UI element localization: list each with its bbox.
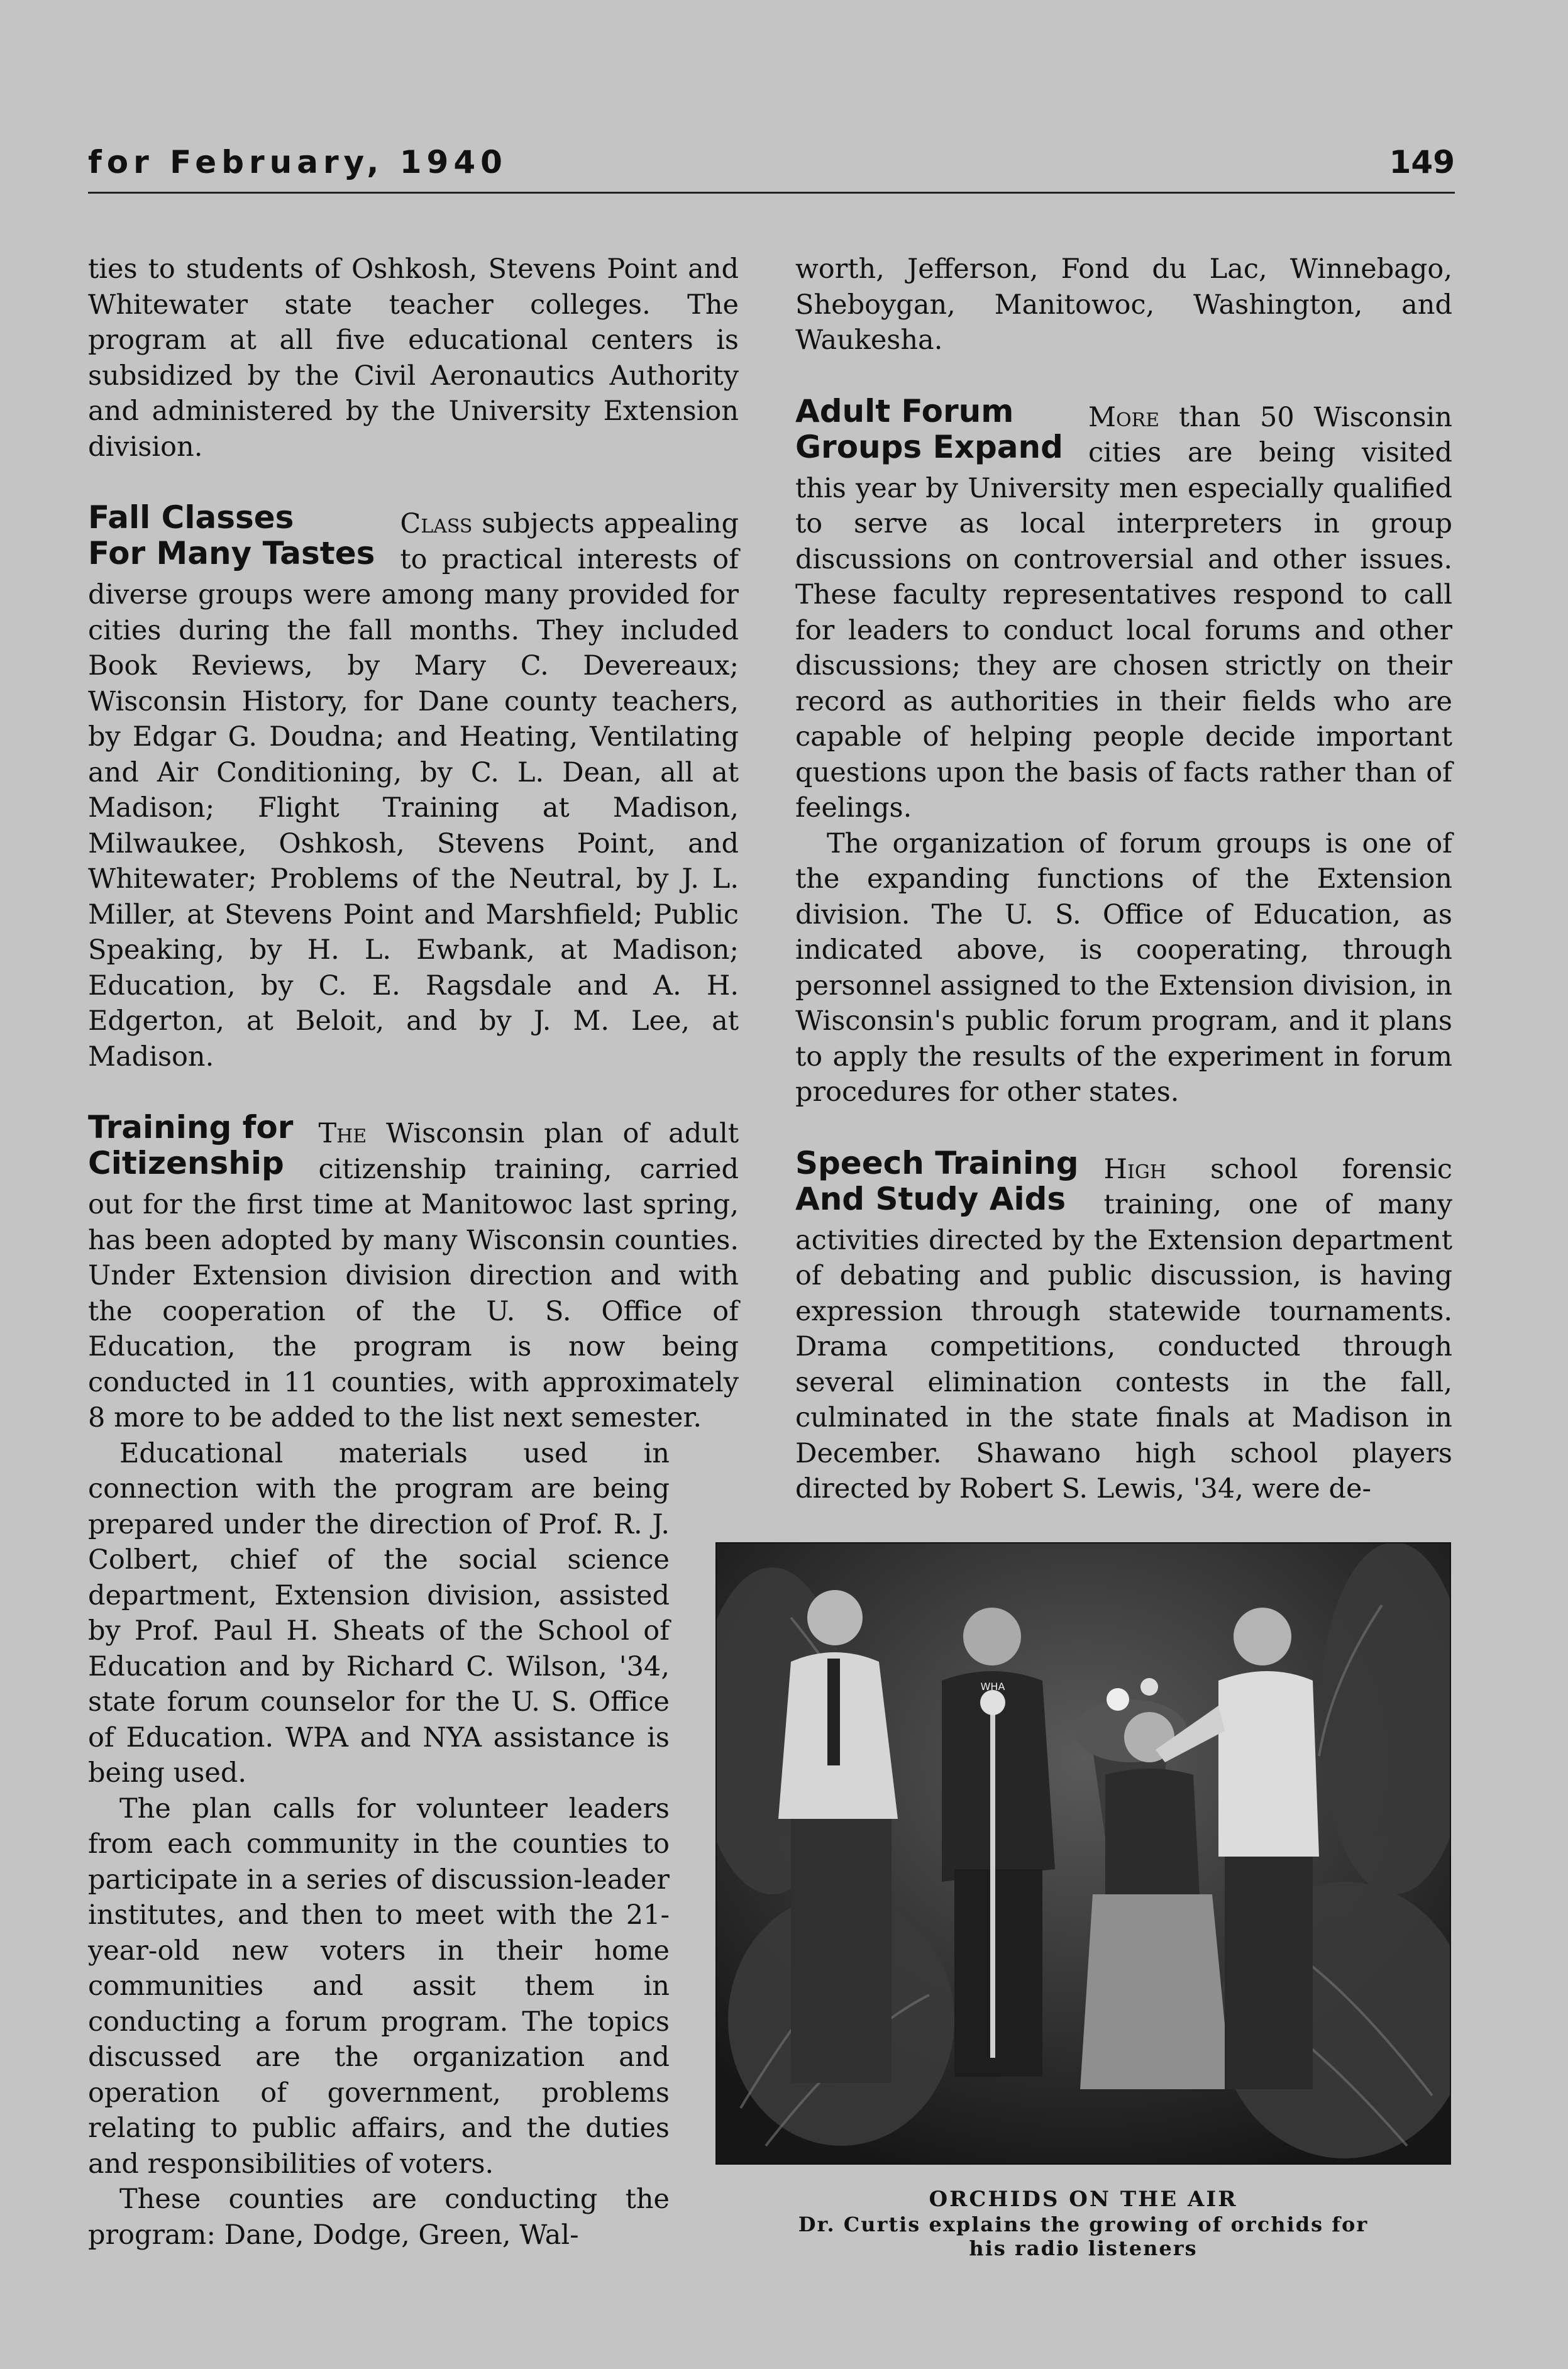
photo-block: [715, 1542, 1451, 2260]
paragraph: worth, Jefferson, Fond du Lac, Winnebago, Sheboygan, Manitowoc, Washington, and Waukesha.: [795, 253, 1452, 356]
lead-word: High: [1103, 1153, 1167, 1185]
section-training-citizenship: [88, 1110, 739, 2253]
paragraph: Educational materials used in connection with the program are being prepared under the direction of Prof. R. J. Colbert, chief of the social science department, Extension division, assisted by Prof. Paul H. Sheats of the School of Education and by Richard C. Wilson, '34, state forum counselor for the U. S. Office of Education. WPA and NYA assistance is being used.: [88, 1437, 670, 1789]
section-heading: Adult Forum Groups Expand: [795, 392, 1063, 465]
left-column: [88, 251, 739, 2253]
mic-label: WHA: [980, 1681, 1005, 1693]
photo-caption: [715, 2186, 1451, 2260]
radio-photo: [715, 1542, 1451, 2165]
paragraph: More than 50 Wisconsin cities are being visited this year by University men especially qualified to serve as local interpreters in group discussions on controversial and other issues. These faculty representatives respond to call for leaders to conduct local forums and other discussions; they are chosen strictly on their record as authorities in their fields who are capable of helping people decide important questions upon the basis of facts rather than of feelings.: [795, 401, 1452, 824]
photo-illustration: [715, 1542, 1451, 2165]
paragraph: The organization of forum groups is one of the expanding functions of the Extension division. The U. S. Office of Education, as indicated above, is cooperating, through personnel assigned to the Extension division, in Wisconsin's public forum program, and it plans to apply the results of the experiment in forum procedures for other states.: [795, 827, 1452, 1108]
paragraph: ties to students of Oshkosh, Stevens Point and Whitewater state teacher colleges. The program at all five educational centers is subsidized by the Civil Aeronautics Authority and administered by the University Extension division.: [88, 253, 739, 463]
caption-title: ORCHIDS ON THE AIR: [929, 2187, 1238, 2212]
right-column: [795, 251, 1452, 1507]
paragraph: High school forensic training, one of many activities directed by the Extension department of debating and public discussion, is having expression through statewide tournaments. Drama competitions, conducted through several elimination contests in the fall, culminated in the state finals at Madison in December. Shawano high school players directed by Robert S. Lewis, '34, were de-: [795, 1153, 1452, 1505]
paragraph: Class subjects appealing to practical interests of diverse groups were among many provided for cities during the fall months. They included Book Reviews, by Mary C. Devereaux; Wisconsin History, for Dane county teachers, by Edgar G. Doudna; and Heating, Ventilating and Air Conditioning, by C. L. Dean, all at Madison; Flight Training at Madison, Milwaukee, Oshkosh, Stevens Point, and Whitewater; Problems of the Neutral, by J. L. Miller, at Stevens Point and Marshfield; Public Speaking, by H. L. Ewbank, at Madison; Education, by C. E. Ragsdale and A. H. Edgerton, at Beloit, and by J. M. Lee, at Madison.: [88, 508, 739, 1073]
paragraph: These counties are conducting the program: Dane, Dodge, Green, Wal-: [88, 2184, 670, 2251]
paragraph: The Wisconsin plan of adult citizenship training, carried out for the first time at Manitowoc last spring, has been adopted by many Wisconsin counties. Under Extension division direction and with the cooperation of the U. S. Office of Education, the program is now being conducted in 11 counties, with approximately 8 more to be added to the list next semester.: [88, 1118, 739, 1433]
section-adult-forum: [795, 394, 1452, 1110]
caption-line: his radio listeners: [969, 2236, 1198, 2260]
lead-word: More: [1088, 401, 1160, 433]
section-heading: Training for Citizenship: [88, 1109, 294, 1181]
section-heading: Speech Training And Study Aids: [795, 1144, 1079, 1217]
section-heading: Fall Classes For Many Tastes: [88, 499, 375, 572]
lead-word: The: [318, 1118, 367, 1149]
running-title: for February, 1940: [88, 144, 507, 180]
paragraph: The plan calls for volunteer leaders from each community in the counties to participate in a series of discussion-leader institutes, and then to meet with the 21-year-old new voters in their home communities and assit them in conducting a forum program. The topics discussed are the organization and operation of government, problems relating to public affairs, and the duties and responsibilities of voters.: [88, 1792, 670, 2180]
page-number: 149: [1389, 144, 1455, 180]
lead-word: Class: [400, 508, 473, 539]
section-fall-classes: [88, 500, 739, 1074]
caption-line: Dr. Curtis explains the growing of orchids for: [798, 2212, 1369, 2236]
running-head: [88, 141, 1455, 194]
section-speech-training: [795, 1146, 1452, 1507]
